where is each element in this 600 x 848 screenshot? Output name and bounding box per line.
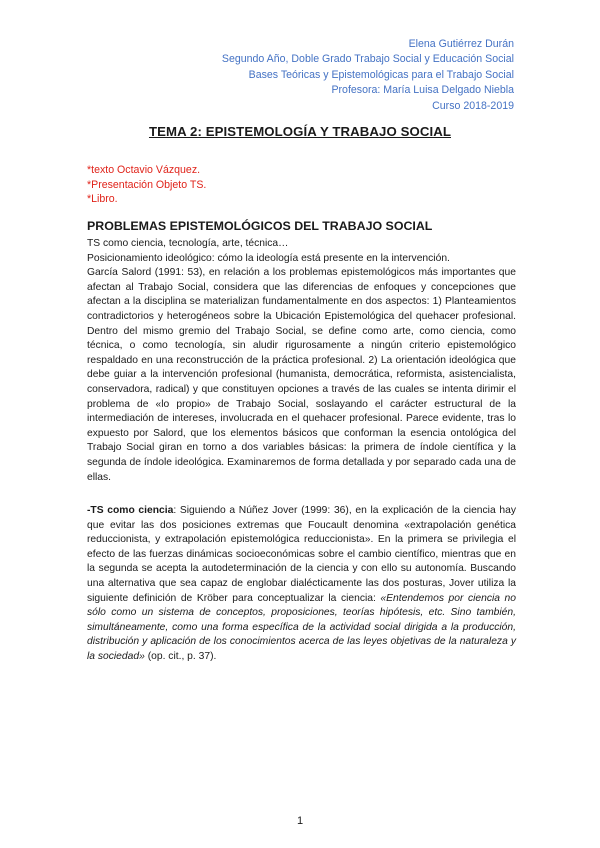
course-name: Bases Teóricas y Epistemológicas para el Trabajo Social [248,68,514,81]
note-item: *texto Octavio Vázquez. [87,164,201,176]
citation-text: (op. cit., p. 37). [144,650,217,662]
paragraph-text: : Siguiendo a Núñez Jover (1999: 36), en la explicación de la ciencia hay que evitar las dos posiciones extremas que Foucault denomina «extrapolación genética reduccionista, y extrapolación epistemológica reduccionista». En la primera se privilegia el efecto de las fuerzas dinámicas socioeconómicas sobre el cambio científico, mientras que en la segunda se acepta la autodeterminación de la ciencia y con ello su autonomía. Buscando una alternativa que sea capaz de englobar dialécticamente las dos posturas, Jover utiliza la siguiente definición de Kröber para conceptualizar la ciencia: [87,505,516,604]
paragraph-lead: -TS como ciencia [87,505,174,516]
section-body [87,237,516,485]
note-item: *Libro. [87,193,118,206]
author-name: Elena Gutiérrez Durán [408,38,514,50]
section-heading: PROBLEMAS EPISTEMOLÓGICOS DEL TRABAJO SOCIAL [87,219,433,233]
notes-list [87,163,206,207]
body-paragraph: García Salord (1991: 53), en relación a los problemas epistemológicos más importantes que afectan al Trabajo Social, considera que las diferencias de enfoques y concepciones que afectan a la disciplina se materializan fundamentalmente en dos aspectos: 1) Planteamientos contradictorios y heterogéneos sobre la Ubicación Epistemológica del quehacer profesional. Dentro del mismo gremio del Trabajo Social, se define como arte, como ciencia, como técnica, o como tecnología, sin aludir rigurosamente a ningún criterio epistemológico respaldado en una reconstrucción de la práctica profesional. 2) La orientación ideológica que debe guiar a la intervención profesional (humanista, democrática, reformista, asistencialista, conservadora, radical) y que constituyen opciones a través de las cuales se intenta dirimir el problema de «lo propio» de Trabajo Social, soslayando el carácter estructural de la intermediación de intereses, involucrada en el quehacer profesional. Parece evidente, tras lo expuesto por Salord, que los elementos básicos que conforman la esencia ontológica del Trabajo Social giran en torno a dos variables básicas: la primera de índole científica y la segunda de índole ideológica. Examinaremos de forma detallada y por separado cada una de ellas. [87,267,516,483]
ts-como-ciencia-paragraph [87,504,516,665]
document-title: TEMA 2: EPISTEMOLOGÍA Y TRABAJO SOCIAL [148,124,451,139]
professor-line: Profesora: María Luisa Delgado Niebla [331,84,514,97]
page-number: 1 [296,815,304,827]
note-item: *Presentación Objeto TS. [87,178,207,191]
document-header [222,37,514,114]
quote-text: «Entendemos por ciencia no sólo como un sistema de conceptos, proposiciones, teorías hipótesis, etc. Sino también, simultáneamente, como una forma específica de la actividad social dirigida a la producción, distribución y aplicación de los conocimientos acerca de las leyes objetivas de la naturaleza y la sociedad» [87,592,516,662]
intro-line: Posicionamiento ideológico: cómo la ideología está presente en la intervención. [87,252,450,264]
academic-year: Curso 2018-2019 [432,99,514,112]
intro-line: TS como ciencia, tecnología, arte, técnica… [87,238,289,249]
degree-line: Segundo Año, Doble Grado Trabajo Social y Educación Social [221,53,514,66]
